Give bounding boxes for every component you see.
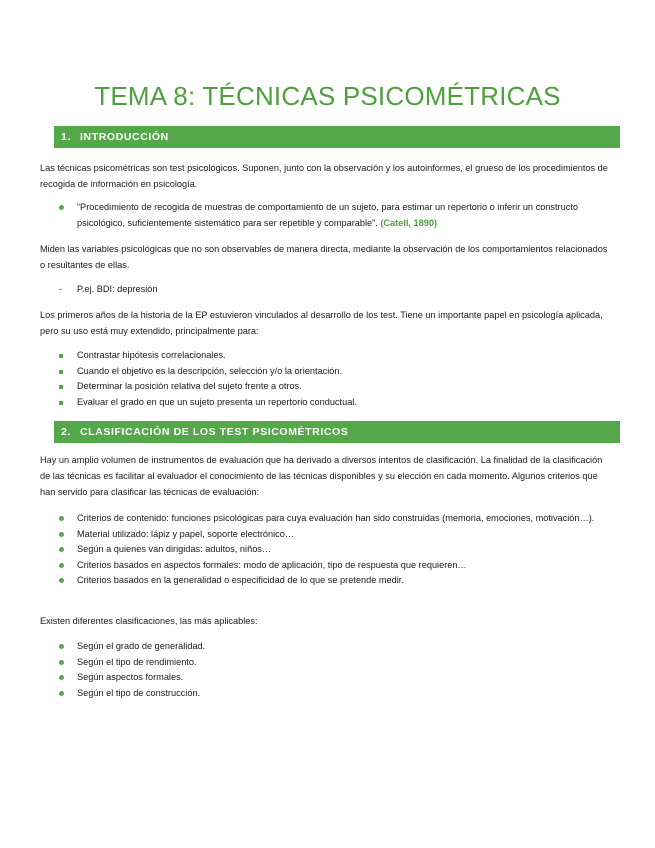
square-bullet-icon (59, 401, 63, 405)
history-paragraph: Los primeros años de la historia de la EP estuvieron vinculados al desarrollo de los test. Tiene un importante papel en psicología aplicada, pero su uso está muy extendido, principalmente para: (40, 310, 603, 336)
list-item (40, 527, 610, 543)
example-text: P.ej. BDI: depresión (77, 284, 158, 294)
classification-text: Según el tipo de construcción. (77, 687, 201, 698)
criterion-text: Criterios de contenido: funciones psicológicas para cuya evaluación han sido construidas (memoria, emociones, motivación…). (77, 513, 595, 523)
list-item (40, 511, 610, 527)
criteria-list (40, 511, 610, 589)
list-item (40, 200, 610, 231)
list-item (40, 364, 610, 380)
classifications-list (40, 639, 610, 701)
use-text: Contrastar hipótesis correlacionales. (77, 350, 226, 360)
measure-paragraph: Miden las variables psicológicas que no son observables de manera directa, mediante la observación de los comportamientos relacionados o resultantes de ellas. (40, 244, 608, 270)
bullet-icon (59, 675, 64, 680)
classification-intro-paragraph: Hay un amplio volumen de instrumentos de evaluación que ha derivado a diversos intentos de clasificación. La finalidad de la clasificación de las técnicas es facilitar al evaluador el conocimiento de las técnicas disponibles y su elección en cada momento. Algunos criterios que han servido para clasificar las técnicas de evaluación: (40, 455, 603, 497)
square-bullet-icon (59, 354, 63, 358)
use-text: Determinar la posición relativa del sujeto frente a otros. (77, 381, 302, 391)
quote-citation: (Catell, 1890) (380, 217, 438, 228)
list-item (40, 573, 610, 589)
list-item (40, 395, 610, 411)
section-heading-clasificacion (54, 421, 620, 443)
section-number: 1. (61, 131, 71, 143)
bullet-icon (59, 660, 64, 665)
square-bullet-icon (59, 370, 63, 374)
use-text: Cuando el objetivo es la descripción, selección y/o la orientación. (77, 365, 343, 376)
page-title: TEMA 8: TÉCNICAS PSICOMÉTRICAS (94, 81, 561, 111)
list-item (40, 379, 610, 395)
section-number: 2. (61, 426, 71, 438)
bullet-icon (59, 563, 64, 568)
criterion-text: Según a quienes van dirigidas: adultos, niños… (77, 544, 272, 554)
bullet-icon (59, 578, 64, 583)
criterion-text: Material utilizado: lápiz y papel, soporte electrónico… (77, 528, 295, 539)
section-title: CLASIFICACIÓN DE LOS TEST PSICOMÉTRICOS (80, 426, 349, 438)
list-item (40, 655, 610, 671)
quote-list (40, 200, 610, 231)
list-item (40, 348, 610, 364)
criterion-text: Criterios basados en la generalidad o especificidad de lo que se pretende medir. (77, 575, 404, 585)
list-item (40, 282, 610, 298)
classification-text: Según el tipo de rendimiento. (77, 656, 197, 667)
list-item (40, 670, 610, 686)
list-item (40, 542, 610, 558)
bullet-icon (59, 516, 64, 521)
use-text: Evaluar el grado en que un sujeto presenta un repertorio conductual. (77, 396, 357, 407)
bullet-icon (59, 205, 64, 210)
bullet-icon (59, 644, 64, 649)
example-list (40, 282, 610, 298)
classification-text: Según el grado de generalidad. (77, 641, 206, 651)
square-bullet-icon (59, 385, 63, 389)
classifications-intro-paragraph: Existen diferentes clasificaciones, las más aplicables: (40, 616, 258, 626)
dash-icon: - (59, 284, 63, 294)
list-item (40, 558, 610, 574)
list-item (40, 686, 610, 702)
quote-text: “Procedimiento de recogida de muestras de comportamiento de un sujeto, para estimar un repertorio o inferir un constructo psicológico, suficientemente sistemático para ser repetible y comparable”. (77, 202, 578, 228)
criterion-text: Criterios basados en aspectos formales: modo de aplicación, tipo de respuesta que requieren… (77, 559, 467, 570)
classification-text: Según aspectos formales. (77, 672, 184, 682)
list-item (40, 639, 610, 655)
section-heading-introduccion (54, 126, 620, 148)
bullet-icon (59, 532, 64, 537)
bullet-icon (59, 691, 64, 696)
bullet-icon (59, 547, 64, 552)
uses-list (40, 348, 610, 410)
intro-paragraph: Las técnicas psicométricas son test psicológicos. Suponen, junto con la observación y los autoinformes, el grueso de los procedimientos de recogida de información en psicología. (40, 163, 608, 189)
section-title: INTRODUCCIÓN (80, 131, 169, 143)
